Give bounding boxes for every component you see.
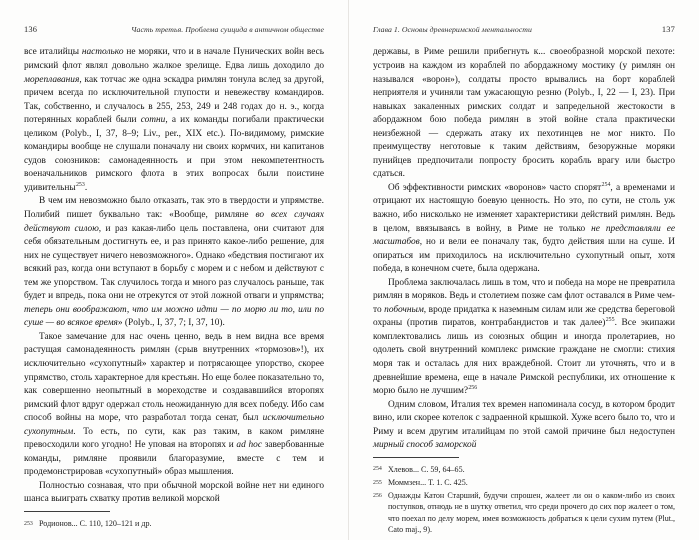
emphasis-text: не представляли ее масштабов [373, 223, 675, 248]
running-title-left: Часть третья. Проблема суицида в античном обществе [131, 25, 324, 34]
paragraph [373, 399, 675, 453]
text-run: Хлевов... С. 59, 64–65. [388, 464, 465, 474]
footnote-marker: 253 [75, 181, 85, 188]
emphasis-text: побочным [384, 304, 424, 315]
footnote-item [24, 518, 324, 530]
text-run: Родионов... С. 110, 120–121 и др. [39, 519, 152, 528]
text-run: , но и вели ее поначалу так, будто действия шли на суше. И опираться им приходилось на исключительно сухопутный опыт, хотя победа, в конечном счете, была одержана. [373, 237, 675, 275]
folio-number-left: 136 [24, 25, 38, 34]
emphasis-text: сотни [140, 115, 166, 126]
footnote-text [388, 464, 675, 476]
paragraph [24, 46, 324, 195]
text-run: . [84, 182, 88, 193]
text-run: Однажды Катон Старший, будучи спрошен, жалеет ли он о каком-либо из своих поступков, отнюдь не в шутку ответил, что среди прочего до сих пор жалеет о том, что поехал по делу морем, имея возможность добраться к цели сухим путем (Plut., Cato maj., 9). [388, 491, 675, 534]
footnote-marker: 254 [601, 181, 611, 188]
emphasis-text: во всех случаях действуют силою [24, 209, 324, 234]
text-run: Проблема заключалась лишь в том, что и победа на море не превратила римлян в моряков. Ведь и столетием позже сам флот оставался в Риме чем-то [373, 277, 675, 315]
text-run: , и раз какая-либо цель поставлена, они считают для себя обязательным достигнуть ее, и раз принято какое-либо решение, для них не существует ничего невозможного». Однако «бедствия постигают их всякий раз, когда они вступают в борьбу с морем и с небом и действуют с тем же упорством. Так случилось тогда и много раз случалось раньше, так будет и впредь, пока они не отрекутся от этой ложной отваги и упрямства; [24, 223, 324, 302]
emphasis-text: мирный способ заморской [373, 440, 477, 451]
text-run: не моряки, что и в начале Пунических войн весь римский флот являл довольно жалкое зрелище. Едва лишь доходило до [24, 47, 324, 71]
footnote-item [373, 490, 675, 535]
text-run: , а их команды погибали практически целиком (Polyb., I, 37, 8–9; Liv., per., XIX etc.). По-видимому, римские командиры вообще не слушали поначалу ни своих кормчих, ни капитанов судов союзников: самонадеянность и при этом некомпетентность военачальников римского флота в этих вопросах были поистине удивительны [24, 115, 324, 193]
folio-number-right: 137 [661, 25, 675, 34]
emphasis-text: настолько [81, 47, 124, 58]
paragraph [373, 277, 675, 399]
paragraph [24, 480, 324, 507]
running-head-left [24, 26, 324, 34]
footnote-number: 253 [24, 520, 33, 527]
emphasis-text: мореплавания [24, 74, 80, 85]
footnote-item [373, 477, 675, 489]
footnote-number: 254 [373, 466, 382, 473]
footnote-list-left [24, 518, 324, 530]
text-run: , как тотчас же одна эскадра римлян тонула вслед за другой, причем всегда по исключительной глупости и невежеству командиров. Так, собственно, и случалось в 255, 253, 249 и 248 годах до н. э., когда потерянных кораблей были [24, 74, 324, 126]
footnote-separator-right [373, 457, 459, 458]
text-run: » (Polyb., I, 37, 7; I, 37, 10). [117, 318, 225, 329]
text-run: Полностью сознавая, что при обычной морской войне нет ни единого шанса выиграть схватку против великой морской [24, 480, 324, 505]
text-run: Об эффективности римских «воронов» часто спорят [388, 182, 602, 193]
text-run: завербованные команды, римляне проявили благоразумие, вместе с тем и продемонстрировав «сухопутный» образ мышления. [24, 440, 325, 478]
paragraph [24, 331, 324, 480]
footnote-text [388, 490, 675, 535]
footnotes-left [24, 507, 324, 531]
paragraph [373, 182, 675, 277]
text-run: . То есть, по сути, как раз таким, в каком римляне превосходили кого угодно! Не уповая на второпях и [24, 426, 324, 451]
text-run: . Все экипажи комплектовались лишь из союзных общин и иногда пролетариев, но одолеть свой внутренний комплекс римские граждане не смогли: стихия моря так и осталась для них враждебной. Стоит ли уточнять, что и в древнейшие времена, еще в начале Римской республики, их отношение к морю было не лучшим? [373, 318, 675, 397]
footnotes-right [373, 453, 675, 537]
text-run: все италийцы [24, 47, 82, 58]
text-run: , вроде придатка к наземным силам или же средства береговой охраны (против пиратов, контрабандистов и так далее) [373, 304, 676, 329]
paragraph [373, 46, 675, 181]
footnote-marker: 256 [468, 384, 478, 391]
running-head-right [373, 26, 675, 34]
footnote-number: 255 [373, 479, 382, 486]
body-text-left [24, 46, 324, 507]
footnote-marker: 255 [605, 317, 615, 324]
paragraph [24, 195, 324, 330]
footnote-text [388, 477, 675, 489]
body-text-right [373, 46, 675, 452]
footnote-item [373, 464, 675, 476]
text-run: Моммзен... Т. 1. С. 425. [388, 478, 468, 488]
emphasis-text: исключительно сухопутным [24, 413, 324, 437]
text-run: Одним словом, Италия тех времен напоминала сосуд, в котором бродит вино, или скорее котелок с задраенной крышкой. Хуже всего было то, что и Риму и всем другим италийцам по этой самой причине был недоступен [373, 399, 675, 437]
text-run: В чем им невозможно было отказать, так это в твердости и упрямстве. Полибий пишет буквально так: «Вообще, римляне [24, 196, 324, 220]
footnote-list-right [373, 464, 675, 535]
footnote-text [39, 518, 324, 530]
page-left [0, 0, 349, 540]
footnote-separator-left [24, 511, 110, 512]
text-run: Такое замечание для нас очень ценно, ведь в нем видна все время растущая самонадеянность римлян (срыв внутренних «тормозов»!), их исключительно «сухопутный» характер и потрясающее упорство, скорее упрямство, столь характерное для крестьян. Но еще более показательно то, как совершенно неопытный в мореходстве и создававшийся второпях римский флот вдруг одержал столь неожиданную для всех победу. Ибо сам способ войны на море, что разработал тогда сенат, был [24, 331, 324, 424]
text-run: державы, в Риме решили прибегнуть к... своеобразной морской пехоте: устроив на каждом из кораблей по абордажному мостику (у римлян он назывался «ворон»), солдаты просто врывались на борт кораблей неприятеля и учиняли там ужасающую резню (Polyb., I, 22 — I, 23). При навыках закаленных римских солдат и запредельной жестокости в абордажном бою победа римлян в этой войне стала практически неизбежной — сдержать атаку их пехотинцев не мог никто. По преимуществу неготовые к таким действиям, безоружные моряки пунийцев предпочитали попросту бросить корабль врагу или быстро сдаться. [373, 47, 675, 180]
text-run: , а временами и отрицают их настоящую боевую ценность. Но это, по сути, не столь уж важно, ибо нисколько не изменяет характеристики действий римлян. Ведь в целом, ввязываясь в войну, в Риме не только [373, 182, 676, 234]
page-right [349, 0, 699, 540]
emphasis-text: теперь они воображают, что им можно идти — по морю ли то, или по суше — во всякое время [24, 304, 324, 329]
running-title-right: Глава 1. Основы древнеримской ментальности [373, 25, 532, 34]
footnote-number: 256 [373, 492, 382, 499]
emphasis-text: ad hoc [236, 440, 262, 451]
